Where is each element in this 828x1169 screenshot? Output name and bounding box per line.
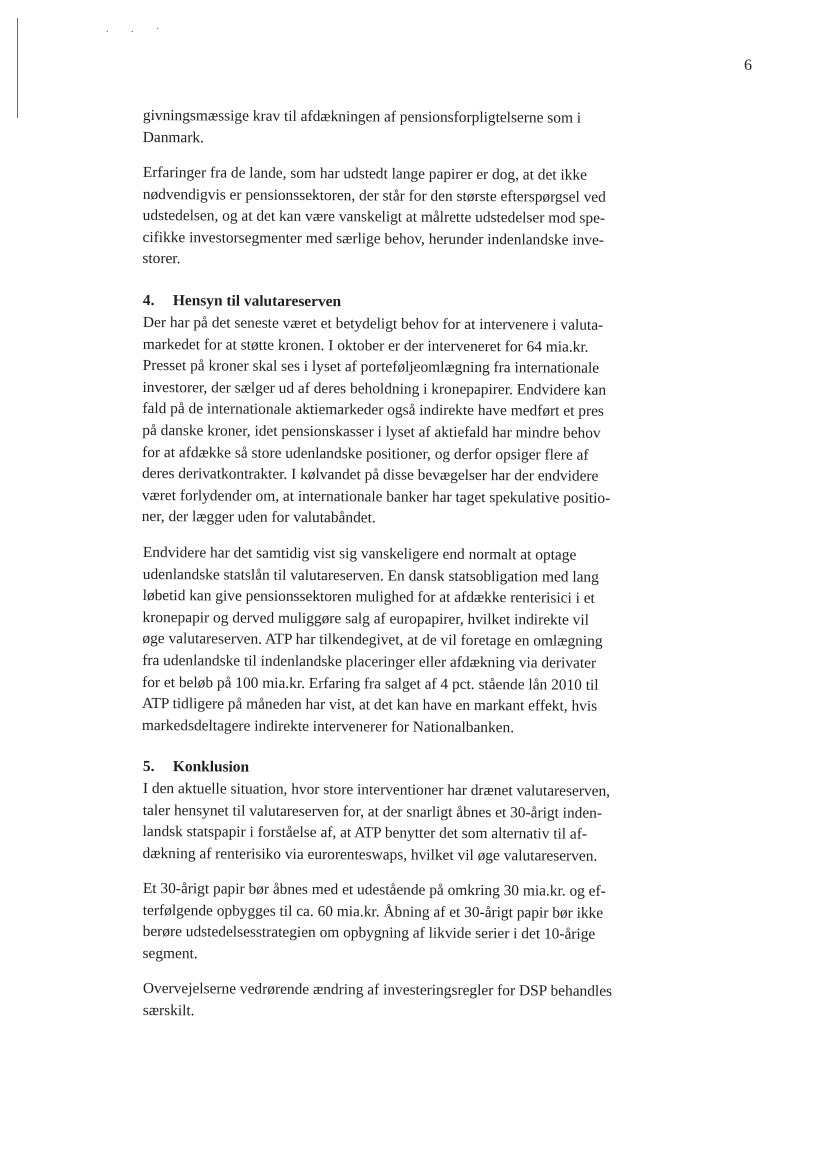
section-5-paragraph-2: Et 30-årigt papir bør åbnes med et udestående på omkring 30 mia.kr. og ef- terfølgende opbygges til ca. 60 mia.kr. Åbning af et 30-årigt papir bør ikke berøre udstedelsesstrategien om opbygning af likvide serier i det 10-årige segment. [142,879,606,963]
section-4-title: Hensyn til valutareserven [172,292,342,311]
paragraph-continuation: givningsmæssige krav til afdækningen af pensionsforpligtelserne som i Danmark. [142,106,582,146]
section-5-title: Konklusion [172,758,250,776]
section-4-paragraph-2: Endvidere har det samtidig vist sig vanskeligere end normalt at optage udenlandske statslån til valutareserven. En dansk statsobligation med lang løbetid kan give pensionssektoren mulighed for at afdække renterisici i et kronepapir og derved muliggøre salg af europapirer, hvilket indirekte vil øge valutareserven. ATP har tilkendegivet, at de vil foretage en omlægning fra udenlandske til indenlandske placeringer eller afdækning via derivater for et beløb på 100 mia.kr. Erfaring fra salget af 4 pct. stående lån 2010 til ATP tidligere på måneden har vist, at det kan have en markant effekt, hvis markedsdeltagere indirekte intervenerer for Nationalbanken. [141,543,603,736]
section-4-number: 4. [142,292,155,310]
section-5-paragraph-1: I den aktuelle situation, hvor store interventioner har drænet valutareserven, taler hensynet til valutareserven for, at der snarligt åbnes et 30-årigt inden- landsk statspapir i forståelse af, at ATP benytter det som alternativ til af- dækning af renterisiko via eurorenteswaps, hvilket vil øge valutareserven. [142,779,611,865]
scan-marks: . . · [106,24,170,35]
page-number: 6 [744,57,752,74]
scan-edge-line [17,18,18,118]
section-5-heading [143,756,663,781]
document-body [143,105,663,1036]
section-5-paragraph-3: Overvejelserne vedrørende ændring af investeringsregler for DSP behandles særskilt. [142,980,613,1020]
section-4-heading [143,290,663,315]
section-4-paragraph-1: Der har på det seneste været et betydeligt behov for at intervenere i valuta- markedet for at støtte kronen. I oktober er der interveneret for 64 mia.kr. Presset på kroner skal ses i lyset af porteføljeomlægning fra internationale investorer, der sælger ud af deres beholdning i kronepapirer. Endvidere kan fald på de internationale aktiemarkeder også indirekte have medført et pres på danske kroner, idet pensionskasser i lyset af aktiefald har mindre behov for at afdække så store udenlandske positioner, og derfor opsiger flere af deres derivatkontrakter. I kølvandet på disse bevægelser har der endvidere været forlydender om, at internationale banker har taget spekulative positio- ner, der lægger uden for valutabåndet. [141,313,611,527]
paragraph-experiences: Erfaringer fra de lande, som har udstedt lange papirer er dog, at det ikke nødvendigvis er pensionssektoren, der står for den største efterspørgsel ved udstedelsen, og at det kan være vanskeligt at målrette udstedelser mod spe- cifikke investorsegmenter med særlige behov, herunder indenlandske inve- storer. [142,164,606,268]
section-5-number: 5. [142,758,155,776]
